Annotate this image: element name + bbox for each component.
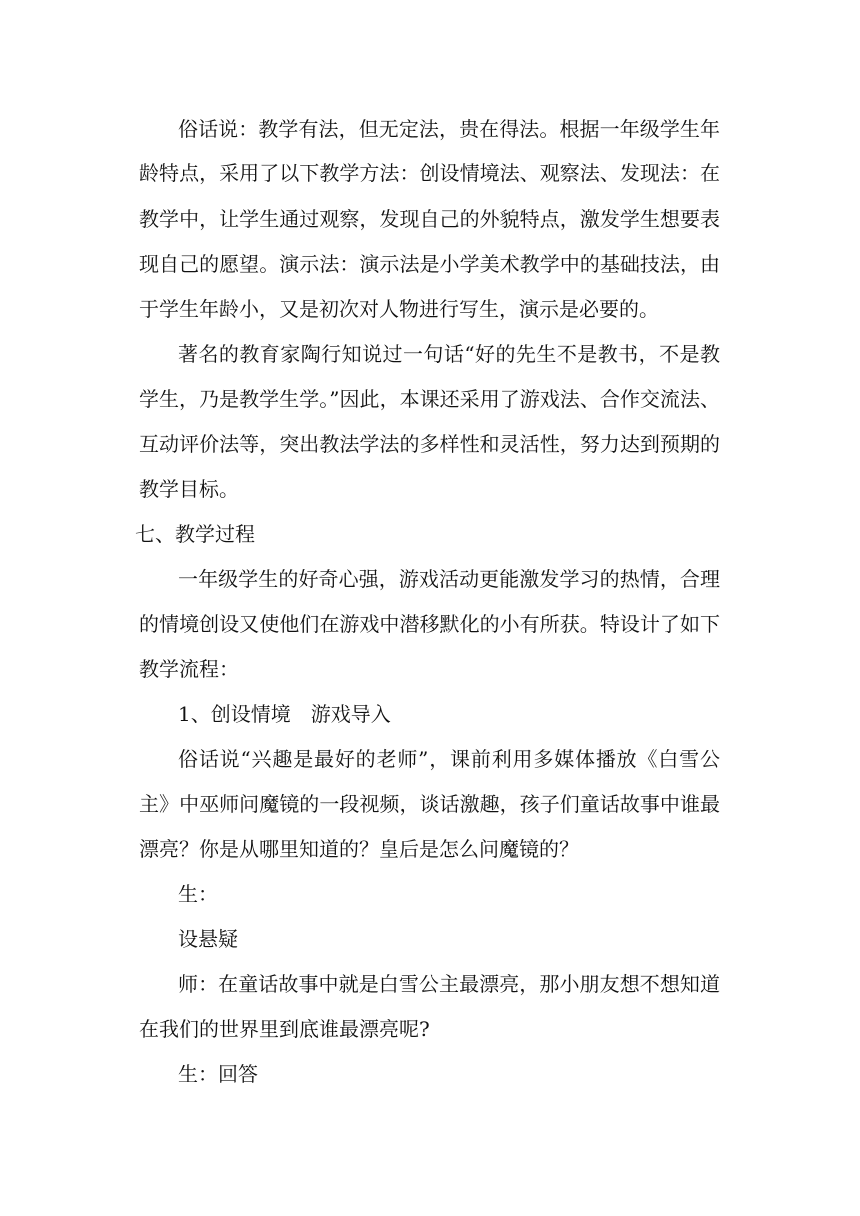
text-line: 教学目标。 <box>139 477 239 501</box>
text-line: 教学中，让学生通过观察，发现自己的外貌特点，激发学生想要表 <box>139 207 720 231</box>
text-line: 漂亮？你是从哪里知道的？皇后是怎么问魔镜的？ <box>139 837 579 861</box>
text-line: 教学流程： <box>139 657 239 681</box>
text-line: 生： <box>178 882 218 906</box>
text-line: 俗话说：教学有法，但无定法，贵在得法。根据一年级学生年 <box>178 117 720 141</box>
subheading: 1、创设情境 游戏导入 <box>178 702 391 726</box>
text-line: 的情境创设又使他们在游戏中潜移默化的小有所获。特设计了如下 <box>139 612 720 636</box>
text-line: 在我们的世界里到底谁最漂亮呢? <box>139 1017 430 1041</box>
text-line: 学生，乃是教学生学。”因此，本课还采用了游戏法、合作交流法、 <box>139 387 720 411</box>
text-line: 主》中巫师问魔镜的一段视频，谈话激趣，孩子们童话故事中谁最 <box>139 792 720 816</box>
text-line: 俗话说“兴趣是最好的老师”，课前利用多媒体播放《白雪公 <box>178 747 720 771</box>
text-line: 于学生年龄小，又是初次对人物进行写生，演示是必要的。 <box>139 297 659 321</box>
section-heading: 七、教学过程 <box>135 522 255 546</box>
text-line: 设悬疑 <box>178 927 238 951</box>
text-line: 生：回答 <box>178 1062 258 1086</box>
text-line: 著名的教育家陶行知说过一句话“好的先生不是教书，不是教 <box>178 342 720 366</box>
text-line: 一年级学生的好奇心强，游戏活动更能激发学习的热情，合理 <box>178 567 720 591</box>
text-line: 现自己的愿望。演示法：演示法是小学美术教学中的基础技法，由 <box>139 252 720 276</box>
text-line: 龄特点，采用了以下教学方法：创设情境法、观察法、发现法：在 <box>139 161 720 185</box>
text-line: 师：在童话故事中就是白雪公主最漂亮，那小朋友想不想知道 <box>178 972 720 996</box>
text-line: 互动评价法等，突出教法学法的多样性和灵活性，努力达到预期的 <box>139 432 720 456</box>
